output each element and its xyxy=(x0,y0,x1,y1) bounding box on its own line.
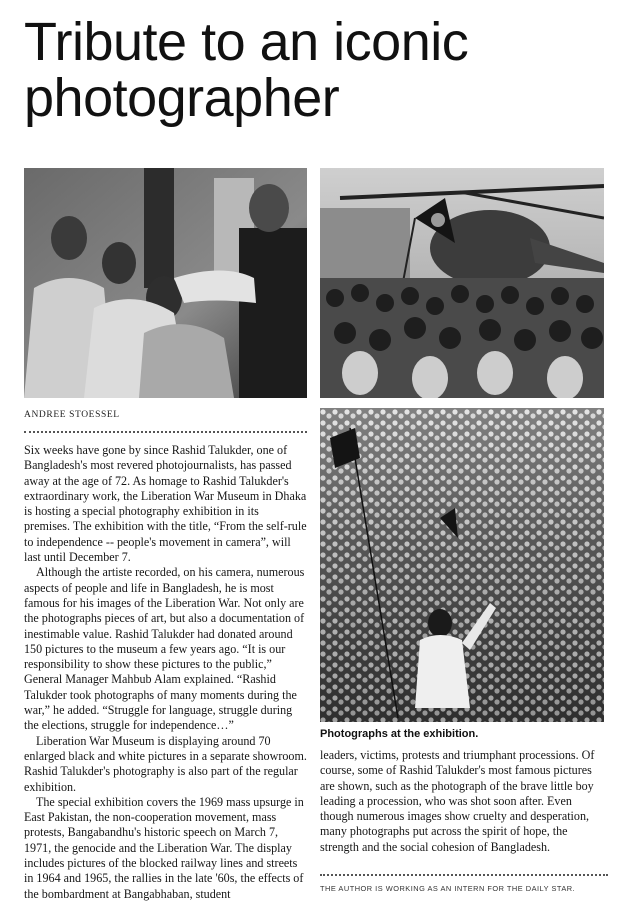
byline: ANDREE STOESSEL xyxy=(24,410,120,420)
article-continuation: leaders, victims, protests and triumphant processions. Of course, some of Rashid Talukder's most famous pictures are shown, such as the photograph of the brave little boy leading a procession, who was shot soon after. Even though numerous images show cruelty and desperation, many photographs put across the spirit of hope, the strength and the social cohesion of Bangladesh. xyxy=(320,748,595,854)
footer-divider xyxy=(320,874,608,876)
photo-helicopter-crowd-image xyxy=(320,168,604,398)
headline xyxy=(24,14,624,126)
photo-mass-rally-image xyxy=(320,408,604,722)
headline-line-2: photographer xyxy=(24,68,340,128)
photo-caption: Photographs at the exhibition. xyxy=(320,728,479,740)
photo-rashid-with-girls xyxy=(24,168,307,398)
headline-line-1: Tribute to an iconic xyxy=(24,12,469,72)
byline-divider xyxy=(24,431,307,433)
article-paragraph-3: Liberation War Museum is displaying around 70 enlarged black and white pictures in a separate showroom. Rashid Talukder's photography is also part of the regular exhibition. xyxy=(24,733,307,794)
article-paragraph-1: Six weeks have gone by since Rashid Talukder, one of Bangladesh's most revered photojournalists, has passed away at the age of 72. As homage to Rashid Talukder's extraordinary work, the Liberation War Museum in Dhaka is hosting a special photography exhibition in its premises. The exhibition with the title, “From the self-rule to independence -- people's movement in camera”, will last until December 7. xyxy=(24,443,307,565)
photo-helicopter-crowd xyxy=(320,168,604,398)
photo-rashid-with-girls-image xyxy=(24,168,307,398)
article-paragraph-4: The special exhibition covers the 1969 mass upsurge in East Pakistan, the non-cooperation movement, mass protests, Bangabandhu's historic speech on March 7, 1971, the genocide and the Liberation War. The display includes pictures of the blocked railway lines and streets in 1964 and 1965, the rallies in the late '60s, the effects of the bombardment at Bangabhaban, student xyxy=(24,794,304,901)
article-paragraph-2: Although the artiste recorded, on his camera, numerous aspects of people and life in Bangladesh, he is most famous for his images of the Liberation War. Not only are the photographs pieces of art, but also a documentation of inestimable value. Rashid Talukder had donated around 150 pictures to the museum a few years ago. “It is our responsibility to show these pictures to the public,” General Manager Mahbub Alam explained. “Rashid Talukder took photographs of many moments during the war,” he added. “Struggle for language, struggle during the elections, struggle for independence…” xyxy=(24,565,305,733)
article-column-left xyxy=(24,443,307,902)
article-column-right xyxy=(320,748,608,855)
author-note: THE AUTHOR IS WORKING AS AN INTERN FOR THE DAILY STAR. xyxy=(320,884,576,893)
photo-mass-rally xyxy=(320,408,604,722)
